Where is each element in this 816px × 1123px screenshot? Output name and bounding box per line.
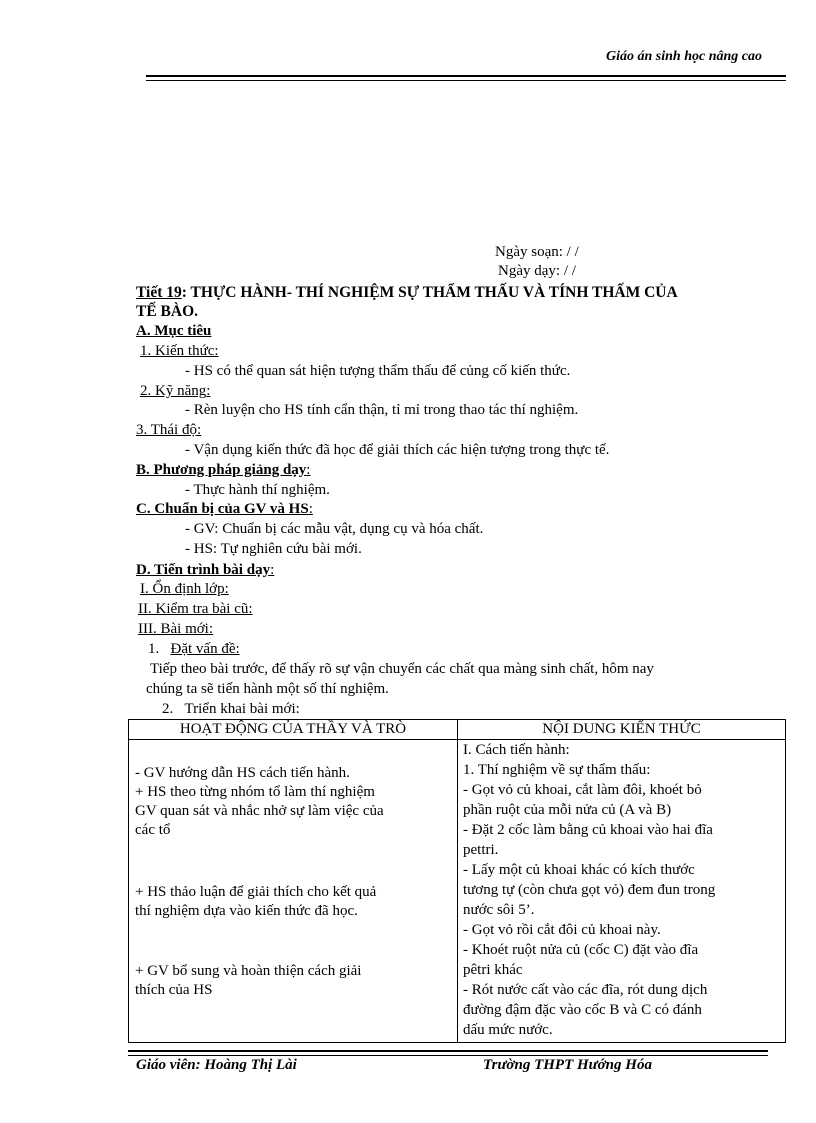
header-rule-thin (146, 80, 786, 81)
footer-teacher: Giáo viên: Hoàng Thị Lài (136, 1057, 297, 1073)
content-line: - Gọt vỏ rồi cắt đôi củ khoai này. (463, 922, 661, 938)
section-a3-heading: 3. Thái độ: (136, 422, 202, 438)
section-c-heading: C. Chuẩn bị của GV và HS: (136, 501, 313, 517)
content-line: - Lấy một củ khoai khác có kích thước (463, 862, 695, 878)
section-a1-heading: 1. Kiến thức: (140, 343, 219, 359)
activity-line: thí nghiệm dựa vào kiến thức đã học. (135, 903, 358, 919)
section-d1: I. Ổn định lớp: (140, 581, 229, 597)
content-line: phần ruột của mỗi nửa củ (A và B) (463, 802, 672, 818)
content-line: tương tự (còn chưa gọt vỏ) đem đun trong (463, 882, 716, 898)
activity-line: + GV bổ sung và hoàn thiện cách giải (135, 963, 362, 979)
section-a1-text: - HS có thể quan sát hiện tượng thẩm thấu để củng cố kiến thức. (185, 363, 571, 379)
table-header-content: NỘI DUNG KIẾN THỨC (458, 720, 786, 740)
section-b-text: - Thực hành thí nghiệm. (185, 482, 330, 498)
section-a3-text: - Vận dụng kiến thức đã học để giải thích các hiện tượng trong thực tế. (185, 442, 610, 458)
content-line: pettri. (463, 842, 499, 858)
table-cell-activities (129, 740, 458, 1043)
date-taught: Ngày dạy: / / (498, 263, 576, 279)
header-title: Giáo án sinh học nâng cao (606, 49, 762, 64)
activity-line: GV quan sát và nhắc nhở sự làm việc của (135, 803, 384, 819)
content-line: - Khoét ruột nửa củ (cốc C) đặt vào đĩa (463, 942, 699, 958)
content-line: đường đậm đặc vào cốc B và C có đánh (463, 1002, 702, 1018)
activity-line: + HS theo từng nhóm tổ làm thí nghiệm (135, 784, 375, 800)
footer-rule-thin (128, 1055, 768, 1056)
content-line: - Gọt vỏ củ khoai, cắt làm đôi, khoét bỏ (463, 782, 702, 798)
section-a2-text: - Rèn luyện cho HS tính cẩn thận, tỉ mỉ trong thao tác thí nghiệm. (185, 402, 579, 418)
content-line: - Rót nước cất vào các đĩa, rót dung dịch (463, 982, 708, 998)
section-d3-2: 2. Triển khai bài mới: (162, 701, 300, 717)
table-cell-content (458, 740, 786, 1043)
section-d2: II. Kiểm tra bài cũ: (138, 601, 253, 617)
content-line: dấu mức nước. (463, 1022, 553, 1038)
footer-rule (128, 1050, 768, 1052)
content-line: 1. Thí nghiệm về sự thẩm thấu: (463, 762, 651, 778)
table-header-activities: HOẠT ĐỘNG CỦA THẦY VÀ TRÒ (129, 720, 458, 740)
lesson-title (136, 283, 678, 302)
content-line: - Đặt 2 cốc làm bằng củ khoai vào hai đĩa (463, 822, 713, 838)
section-c-text-hs: - HS: Tự nghiên cứu bài mới. (185, 541, 362, 557)
lesson-title-cont: TẾ BÀO. (136, 303, 199, 320)
section-a2-heading: 2. Kỹ năng: (140, 383, 211, 399)
section-d3-1: 1. Đặt vấn đề: (148, 641, 240, 657)
activity-line: - GV hướng dẫn HS cách tiến hành. (135, 765, 350, 781)
lesson-title-text: : THỰC HÀNH- THÍ NGHIỆM SỰ THẨM THẤU VÀ TÍNH THẤM CỦA (181, 284, 678, 301)
content-line: I. Cách tiến hành: (463, 742, 570, 758)
activity-line: + HS thảo luận để giải thích cho kết quả (135, 884, 377, 900)
activity-line: thích của HS (135, 982, 213, 998)
lesson-table (128, 719, 786, 1043)
section-a-heading: A. Mục tiêu (136, 323, 212, 339)
lesson-number: Tiết 19 (136, 284, 182, 301)
section-d-heading: D. Tiến trình bài dạy: (136, 562, 275, 578)
section-d3: III. Bài mới: (138, 621, 213, 637)
activity-line: các tổ (135, 822, 171, 838)
section-c-text-gv: - GV: Chuẩn bị các mẫu vật, dụng cụ và hóa chất. (185, 521, 484, 537)
content-line: pêtri khác (463, 962, 523, 978)
footer-school: Trường THPT Hướng Hóa (483, 1057, 652, 1073)
content-line: nước sôi 5’. (463, 902, 535, 918)
header-rule (146, 75, 786, 77)
intro-line-1: Tiếp theo bài trước, để thấy rõ sự vận chuyển các chất qua màng sinh chất, hôm nay (150, 661, 654, 677)
intro-line-2: chúng ta sẽ tiến hành một số thí nghiệm. (146, 681, 389, 697)
date-prepared: Ngày soạn: / / (495, 244, 579, 260)
section-b-heading: B. Phương pháp giảng dạy: (136, 462, 311, 478)
